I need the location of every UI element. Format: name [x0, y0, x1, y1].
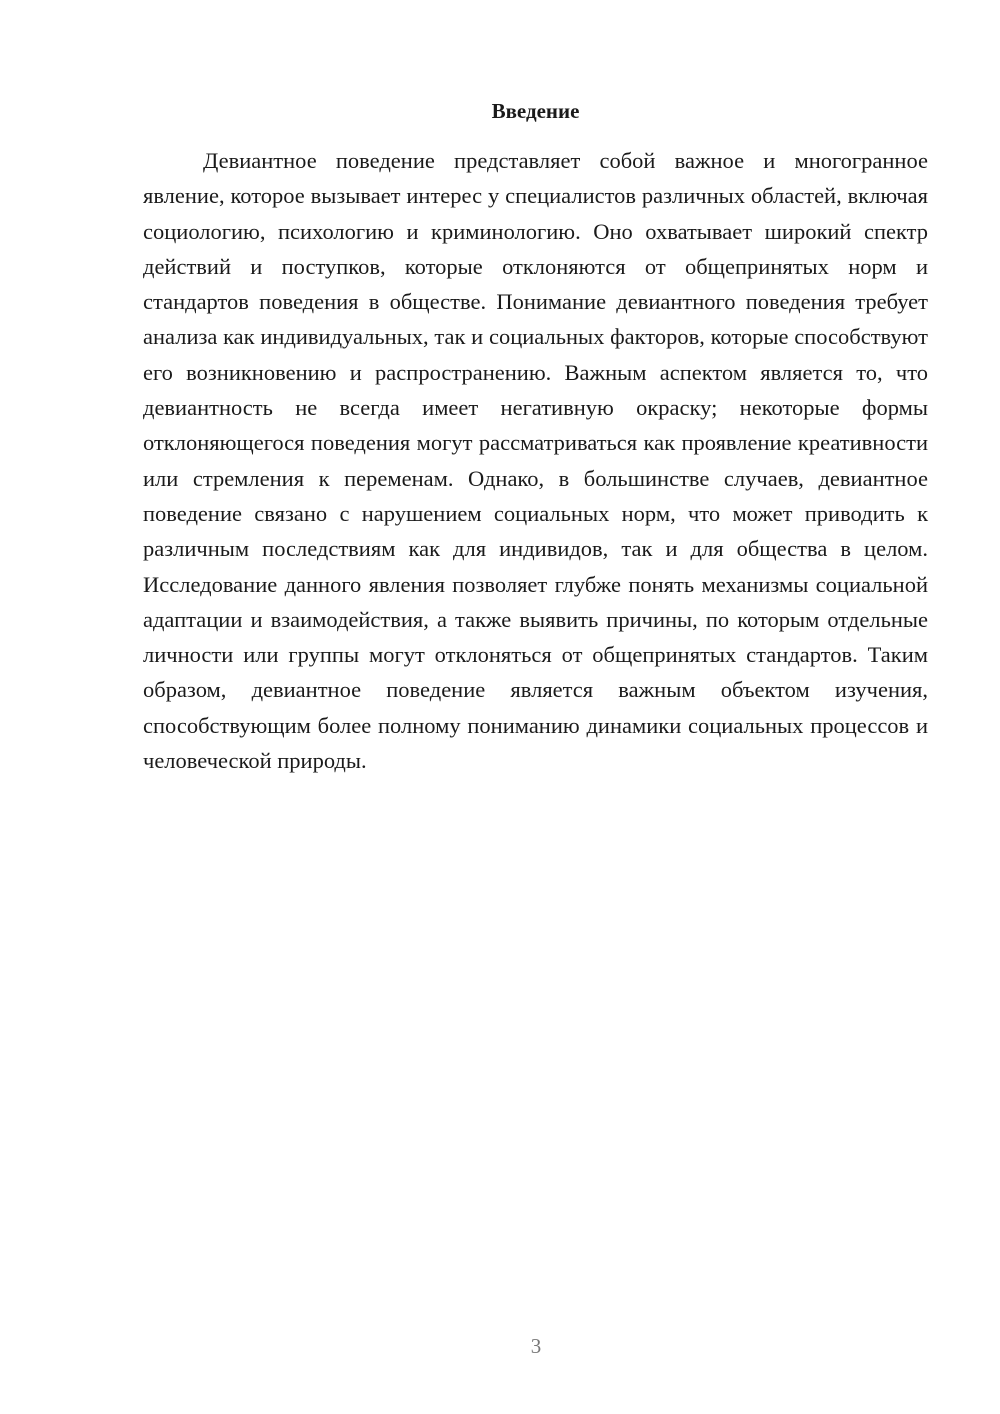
section-heading: Введение: [491, 99, 580, 123]
page-number: 3: [530, 1334, 542, 1358]
body-paragraph: Девиантное поведение представляет собой важное и многогранное явление, которое вызывает интерес у специалистов различных областей, включая социологию, психологию и криминологию. Оно охватывает широкий спектр действий и поступков, которые отклоняются от общепринятых норм и стандартов поведения в обществе. Понимание девиантного поведения требует анализа как индивидуальных, так и социальных факторов, которые способствуют его возникновению и распространению. Важным аспектом является то, что девиантность не всегда имеет негативную окраску; некоторые формы отклоняющегося поведения могут рассматриваться как проявление креативности или стремления к переменам. Однако, в большинстве случаев, девиантное поведение связано с нарушением социальных норм, что может приводить к различным последствиям как для индивидов, так и для общества в целом. Исследование данного явления позволяет глубже понять механизмы социальной адаптации и взаимодействия, а также выявить причины, по которым отдельные личности или группы могут отклоняться от общепринятых стандартов. Таким образом, девиантное поведение является важным объектом изучения, способствующим более полному пониманию динамики социальных процессов и человеческой природы.: [143, 148, 928, 774]
